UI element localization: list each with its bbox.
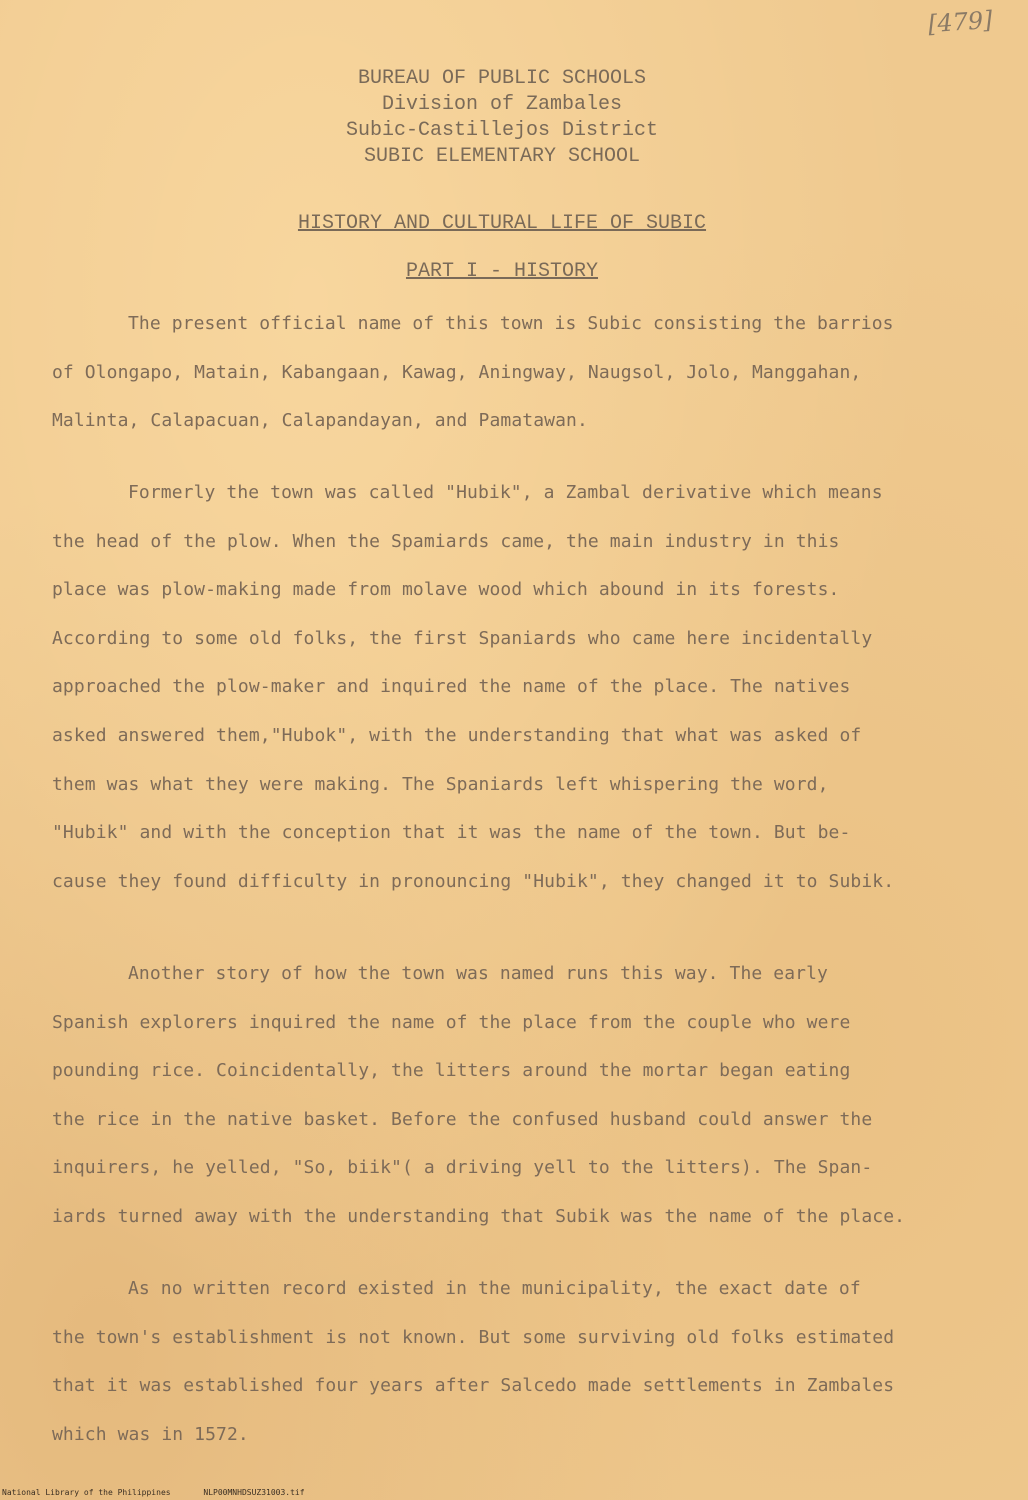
- paragraph-line: the town's establishment is not known. But some surviving old folks estimated: [52, 1326, 895, 1348]
- part-title: PART I - HISTORY: [405, 260, 599, 283]
- paragraph-line: place was plow-making made from molave wood which abound in its forests.: [52, 579, 840, 601]
- paragraph-1: [52, 300, 1002, 446]
- archive-number: [479]: [927, 5, 994, 39]
- paragraph-4: [52, 1265, 1002, 1459]
- paragraph-line: asked answered them,"Hubok", with the understanding that what was asked of: [52, 724, 862, 746]
- header-line-district: Subic-Castillejos District: [345, 119, 659, 142]
- paragraph-line: "Hubik" and with the conception that it was the name of the town. But be-: [52, 822, 851, 844]
- paragraph-line: the rice in the native basket. Before the confused husband could answer the: [52, 1108, 873, 1130]
- paragraph-line: cause they found difficulty in pronouncing "Hubik", they changed it to Subik.: [52, 870, 895, 892]
- paragraph-line: Spanish explorers inquired the name of the place from the couple who were: [52, 1011, 851, 1033]
- paragraph-line: that it was established four years after Salcedo made settlements in Zambales: [52, 1375, 895, 1397]
- paragraph-2: [52, 469, 1002, 906]
- paragraph-line: of Olongapo, Matain, Kabangaan, Kawag, Aningway, Naugsol, Jolo, Manggahan,: [52, 361, 862, 383]
- paragraph-line: Formerly the town was called "Hubik", a Zambal derivative which means: [128, 482, 883, 503]
- paragraph-line: Another story of how the town was named runs this way. The early: [128, 963, 828, 984]
- paragraph-line: inquirers, he yelled, "So, biik"( a driving yell to the litters). The Span-: [52, 1157, 873, 1179]
- paragraph-line: which was in 1572.: [52, 1423, 249, 1445]
- paragraph-line: approached the plow-maker and inquired the name of the place. The natives: [52, 676, 851, 698]
- document-title: HISTORY AND CULTURAL LIFE OF SUBIC: [297, 212, 707, 235]
- footer-library: National Library of the Philippines: [2, 1488, 171, 1497]
- paragraph-line: Malinta, Calapacuan, Calapandayan, and Pamatawan.: [52, 410, 588, 432]
- header-line-school: SUBIC ELEMENTARY SCHOOL: [363, 145, 641, 168]
- header-line-division: Division of Zambales: [381, 93, 623, 116]
- paragraph-line: iards turned away with the understanding that Subik was the name of the place.: [52, 1205, 906, 1227]
- header-line-bureau: BUREAU OF PUBLIC SCHOOLS: [357, 67, 647, 90]
- paragraph-line: According to some old folks, the first Spaniards who came here incidentally: [52, 627, 873, 649]
- document-header: [0, 66, 1004, 170]
- paragraph-line: The present official name of this town is Subic consisting the barrios: [128, 313, 894, 334]
- paragraph-line: As no written record existed in the municipality, the exact date of: [128, 1278, 861, 1299]
- paragraph-3: [52, 950, 1002, 1242]
- paragraph-line: the head of the plow. When the Spamiards came, the main industry in this: [52, 530, 840, 552]
- footer-filename: NLP00MNHDSUZ31003.tif: [203, 1488, 305, 1497]
- scan-footer: [2, 1488, 333, 1497]
- paragraph-line: them was what they were making. The Spaniards left whispering the word,: [52, 773, 829, 795]
- paragraph-line: pounding rice. Coincidentally, the litters around the mortar began eating: [52, 1060, 851, 1082]
